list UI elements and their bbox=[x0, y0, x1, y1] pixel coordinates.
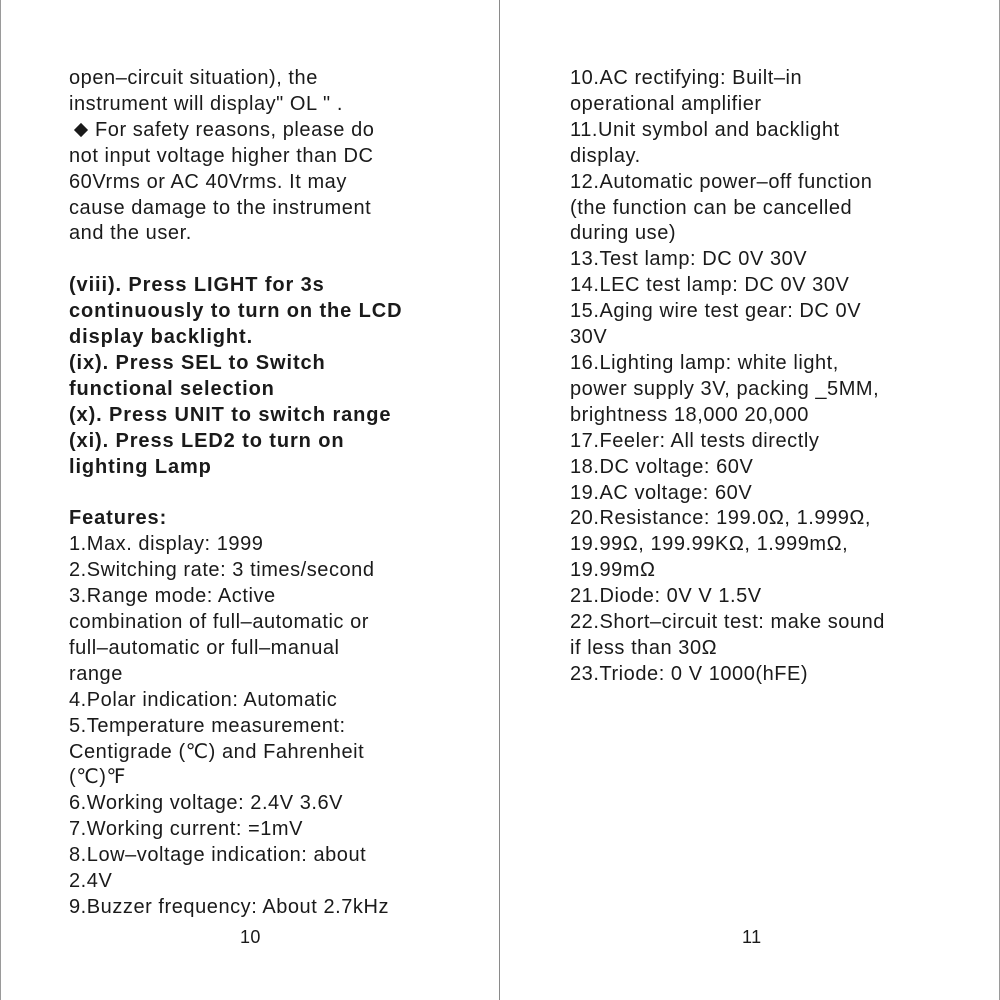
feature-line: 5.Temperature measurement: bbox=[69, 714, 346, 737]
feature-line: full–automatic or full–manual bbox=[69, 636, 340, 659]
text-line: and the user. bbox=[69, 222, 192, 245]
feature-line: range bbox=[69, 662, 123, 685]
right-page bbox=[570, 66, 990, 688]
text-line: not input voltage higher than DC bbox=[69, 144, 374, 167]
left-page-edge bbox=[0, 0, 1, 1000]
feature-line: 12.Automatic power–off function bbox=[570, 170, 873, 193]
left-page bbox=[69, 66, 479, 921]
feature-line: 16.Lighting lamp: white light, bbox=[570, 351, 839, 374]
feature-line: 7.Working current: =1mV bbox=[69, 818, 304, 841]
feature-line: 15.Aging wire test gear: DC 0V bbox=[570, 300, 862, 323]
feature-line: operational amplifier bbox=[570, 92, 762, 115]
instruction-line: functional selection bbox=[69, 377, 275, 400]
feature-line: 14.LEC test lamp: DC 0V 30V bbox=[570, 274, 850, 297]
feature-line: 8.Low–voltage indication: about bbox=[69, 844, 367, 867]
feature-line: 20.Resistance: 199.0Ω, 1.999Ω, bbox=[570, 507, 872, 530]
feature-line: 9.Buzzer frequency: About 2.7kHz bbox=[69, 895, 389, 918]
page-divider bbox=[499, 0, 500, 1000]
diamond-bullet-icon bbox=[74, 122, 88, 136]
feature-line: 23.Triode: 0 V 1000(hFE) bbox=[570, 662, 809, 685]
instruction-line: (ix). Press SEL to Switch bbox=[69, 351, 326, 374]
feature-line: (the function can be cancelled bbox=[570, 196, 853, 219]
instruction-line: lighting Lamp bbox=[69, 455, 212, 478]
text-line: cause damage to the instrument bbox=[69, 196, 372, 219]
instruction-line: (xi). Press LED2 to turn on bbox=[69, 429, 345, 452]
instruction-line: continuously to turn on the LCD bbox=[69, 300, 403, 323]
text-line: For safety reasons, please do bbox=[95, 118, 375, 141]
text-line: open–circuit situation), the bbox=[69, 67, 318, 89]
feature-line: during use) bbox=[570, 222, 677, 245]
feature-line: 11.Unit symbol and backlight bbox=[570, 118, 840, 141]
feature-line: 2.4V bbox=[69, 870, 113, 893]
feature-line: 30V bbox=[570, 326, 608, 349]
safety-note-line bbox=[69, 118, 479, 144]
text-line: instrument will display" OL " . bbox=[69, 92, 343, 115]
feature-line: Centigrade (℃) and Fahrenheit bbox=[69, 740, 365, 763]
feature-line: 21.Diode: 0V V 1.5V bbox=[570, 585, 762, 608]
feature-line: 19.99mΩ bbox=[570, 559, 656, 582]
feature-line: 22.Short–circuit test: make sound bbox=[570, 611, 885, 634]
instruction-line: (viii). Press LIGHT for 3s bbox=[69, 274, 325, 297]
blank-line bbox=[69, 480, 479, 506]
blank-line bbox=[69, 247, 479, 273]
feature-line: 3.Range mode: Active bbox=[69, 585, 276, 608]
feature-line: 6.Working voltage: 2.4V 3.6V bbox=[69, 792, 344, 815]
feature-line: if less than 30Ω bbox=[570, 636, 718, 659]
feature-line: (℃)℉ bbox=[69, 766, 127, 789]
feature-line: 17.Feeler: All tests directly bbox=[570, 429, 820, 452]
feature-line: 19.99Ω, 199.99KΩ, 1.999mΩ, bbox=[570, 533, 849, 556]
page-number-left: 10 bbox=[240, 927, 261, 947]
feature-line: 2.Switching rate: 3 times/second bbox=[69, 559, 375, 582]
page-number-right: 11 bbox=[742, 927, 762, 947]
feature-line: power supply 3V, packing _5MM, bbox=[570, 377, 880, 400]
feature-line: 18.DC voltage: 60V bbox=[570, 455, 754, 478]
feature-line: display. bbox=[570, 144, 641, 167]
feature-line: 13.Test lamp: DC 0V 30V bbox=[570, 248, 808, 271]
instruction-line: (x). Press UNIT to switch range bbox=[69, 403, 392, 426]
feature-line: 19.AC voltage: 60V bbox=[570, 481, 753, 504]
feature-line: 1.Max. display: 1999 bbox=[69, 533, 264, 556]
features-heading: Features: bbox=[69, 507, 168, 530]
text-line: 60Vrms or AC 40Vrms. It may bbox=[69, 170, 347, 193]
instruction-line: display backlight. bbox=[69, 326, 254, 349]
feature-line: 4.Polar indication: Automatic bbox=[69, 688, 338, 711]
feature-line: 10.AC rectifying: Built–in bbox=[570, 67, 803, 89]
feature-line: combination of full–automatic or bbox=[69, 611, 369, 633]
feature-line: brightness 18,000 20,000 bbox=[570, 403, 809, 426]
